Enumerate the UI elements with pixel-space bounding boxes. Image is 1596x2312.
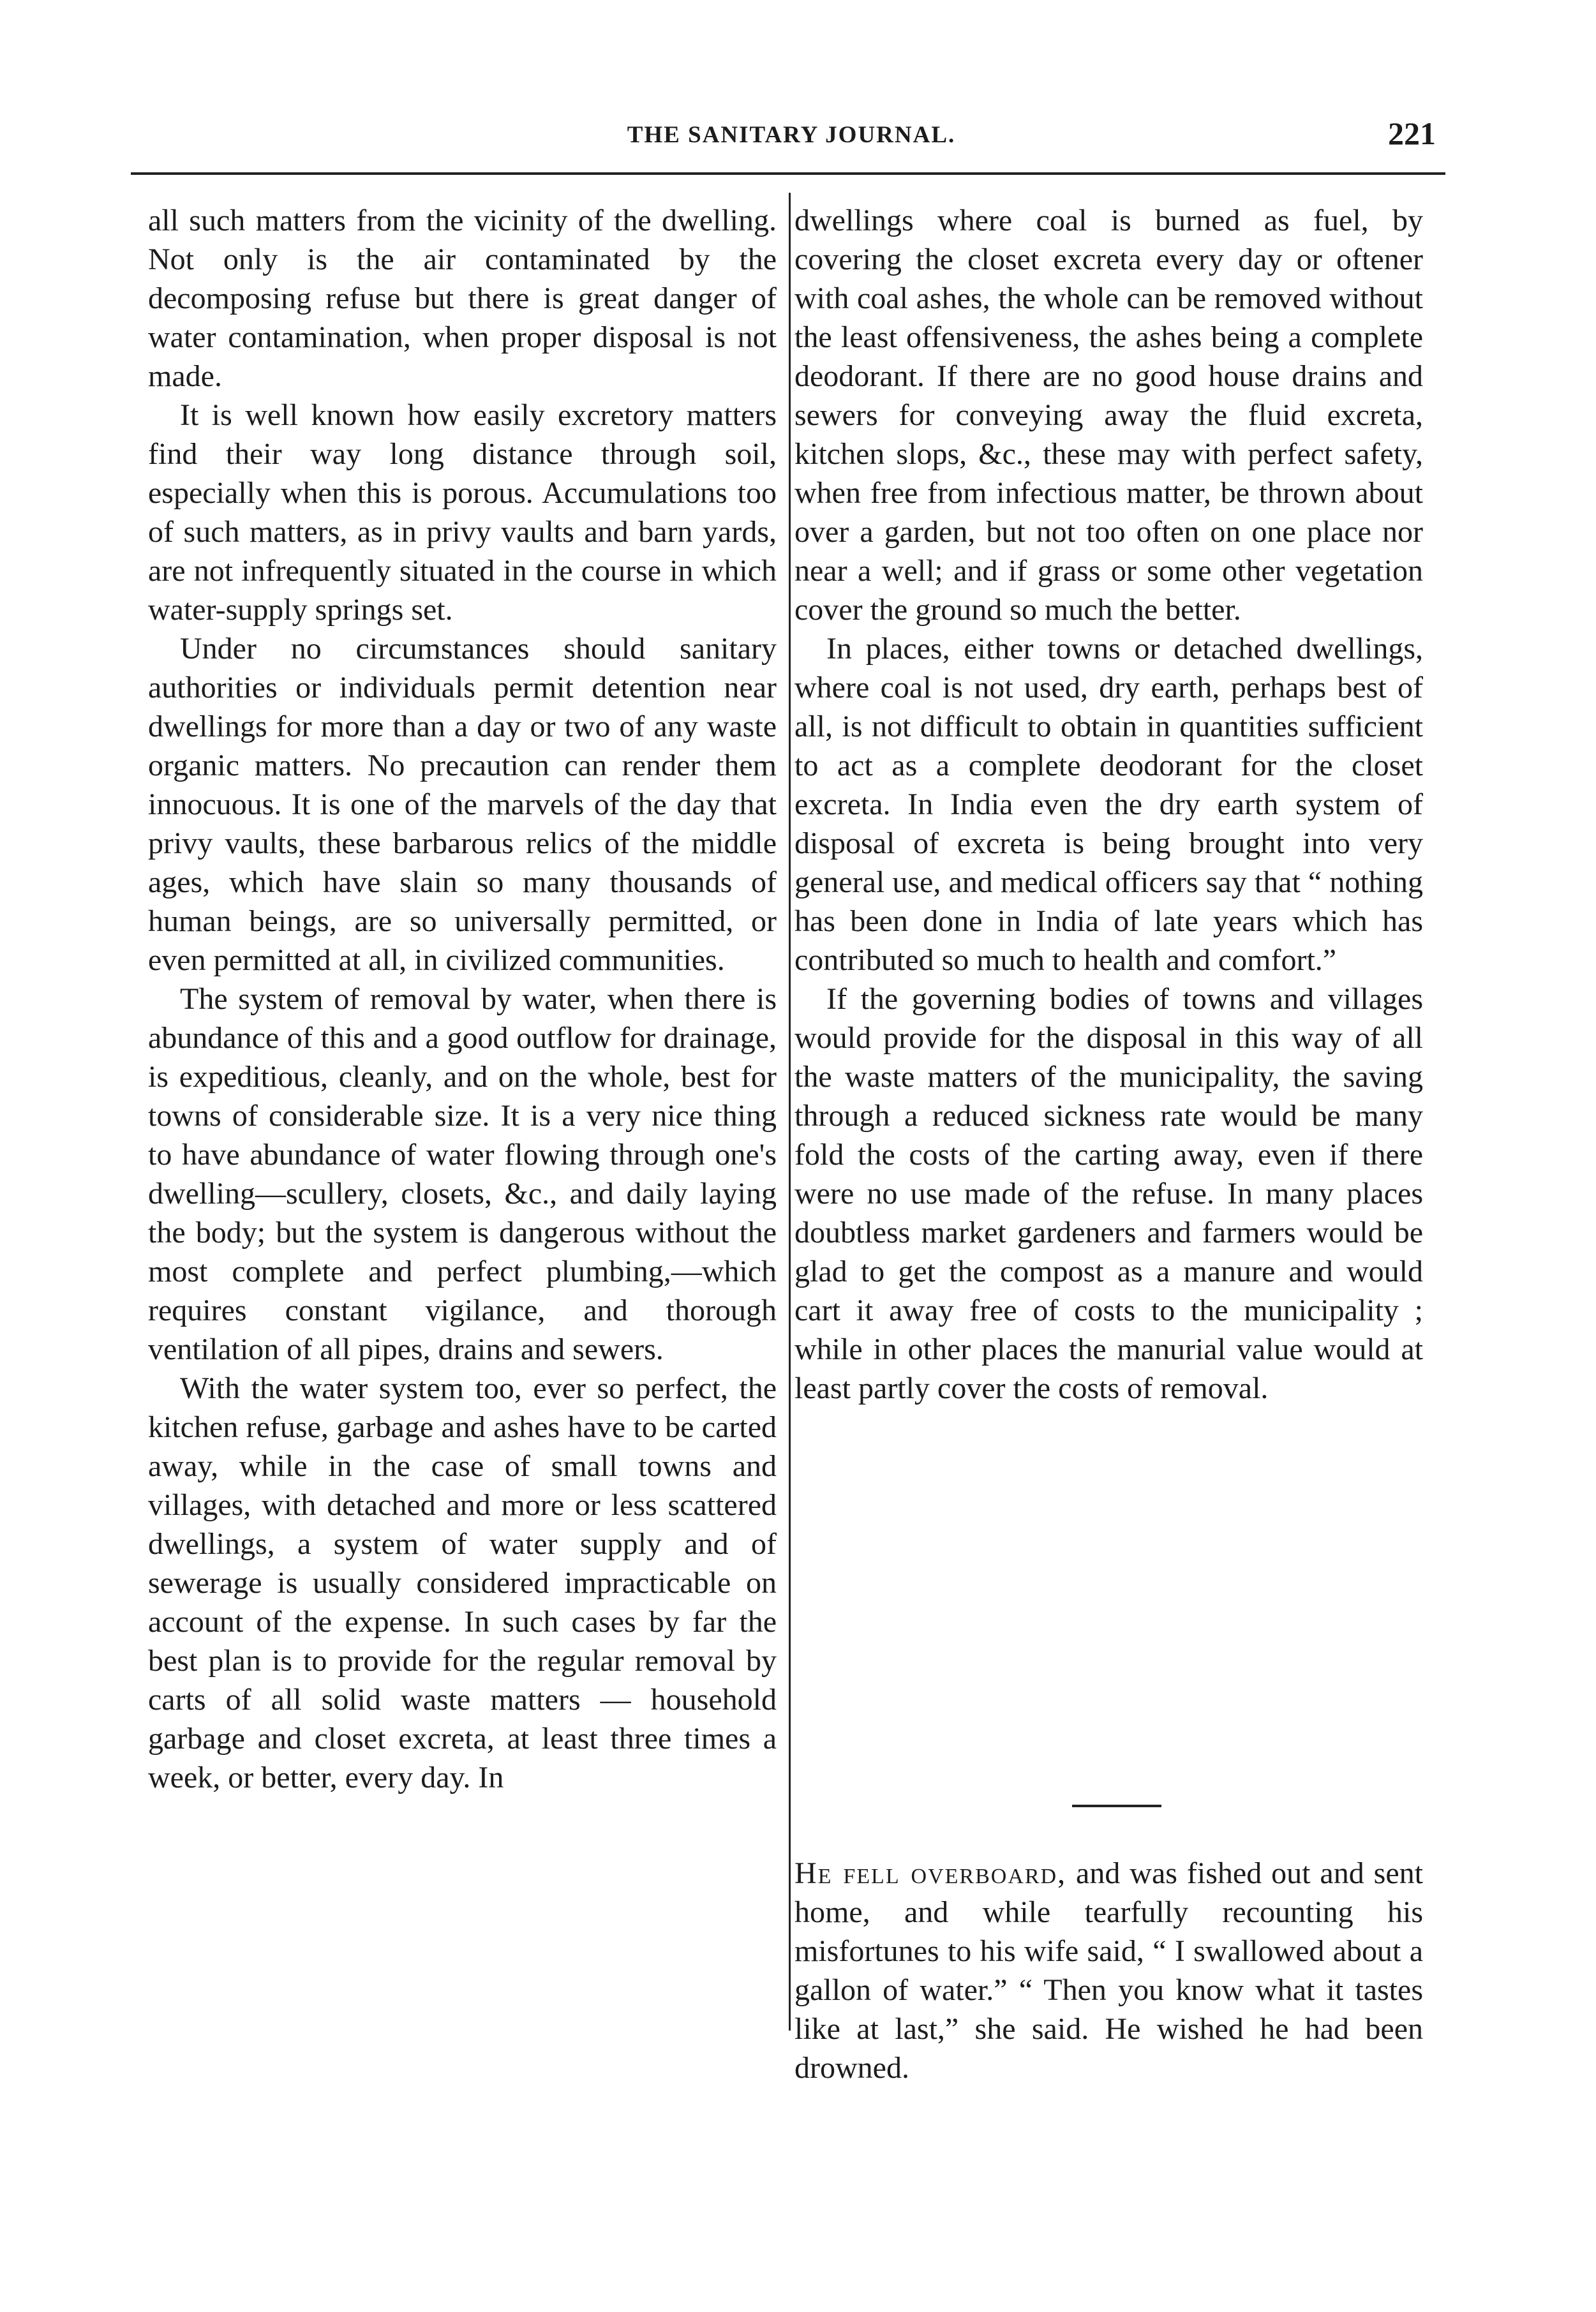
paragraph: If the governing bodies of towns and villages would provide for the disposal in this way of all the waste matters of the municipality, the saving through a reduced sickness rate would be many fold the costs of the carting away, even if there were no use made of the refuse. In many places doubtless market gardeners and farmers would be glad to get the compost as a manure and would cart it away free of costs to the municipality ; while in other places the manurial value would at least partly cover the costs of removal.: [794, 982, 1423, 1405]
anecdote-paragraph: [794, 1854, 1423, 2087]
paragraph: With the water system too, ever so perfect, the kitchen refuse, garbage and ashes have to be carted away, while in the case of small towns and villages, with detached and more or less scattered dwellings, a system of water supply and of sewerage is usually considered impracticable on account of the expense. In such cases by far the best plan is to provide for the regular removal by carts of all solid waste matters — household garbage and closet excreta, at least three times a week, or better, every day. In: [148, 1371, 777, 1794]
anecdote-text: and was fished out and sent home, and while tearfully recounting his misfortunes to his wife said, “ I swallowed about a gallon of water.” “ Then you know what it tastes like at last,” she said. He wished he had been drowned.: [794, 1856, 1423, 2085]
paragraph: The system of removal by water, when there is abundance of this and a good outflow for drainage, is expeditious, cleanly, and on the whole, best for towns of considerable size. It is a very nice thing to have abundance of water flowing through one's dwelling—scullery, closets, &c., and daily laying the body; but the system is dangerous without the most complete and perfect plumbing,—which requires constant vigilance, and thorough ventilation of all pipes, drains and sewers.: [148, 982, 777, 1366]
paragraph: It is well known how easily excretory matters find their way long distance through soil, especially when this is porous. Accumulations too of such matters, as in privy vaults and barn yards, are not infrequently situated in the course in which water-supply springs set.: [148, 398, 777, 627]
right-column: [794, 201, 1423, 1408]
page-number: 221: [1388, 116, 1436, 151]
header-rule: [131, 172, 1445, 175]
paragraph: all such matters from the vicinity of the dwelling. Not only is the air contaminated by the decomposing refuse but there is great danger of water contamination, when proper disposal is not made.: [148, 204, 777, 393]
journal-title: THE SANITARY JOURNAL.: [627, 122, 956, 148]
column-divider: [789, 193, 791, 2031]
paragraph: In places, either towns or detached dwellings, where coal is not used, dry earth, perhaps best of all, is not difficult to obtain in quantities sufficient to act as a complete deodorant for the closet excreta. In India even the dry earth system of disposal of excreta is being brought into very general use, and medical officers say that “ nothing has been done in India of late years which has contributed so much to health and comfort.”: [794, 632, 1423, 977]
left-column: [148, 201, 777, 1797]
anecdote-lead-in: He fell overboard,: [794, 1856, 1067, 1890]
running-head: [147, 115, 1436, 160]
paragraph: Under no circumstances should sanitary authorities or individuals permit detention near dwellings for more than a day or two of any waste organic matters. No precaution can render them innocuous. It is one of the marvels of the day that privy vaults, these barbarous relics of the middle ages, which have slain so many thousands of human beings, are so universally permitted, or even permitted at all, in civilized communities.: [148, 632, 777, 977]
anecdote: [794, 1854, 1423, 2087]
paragraph: dwellings where coal is burned as fuel, by covering the closet excreta every day or oftener with coal ashes, the whole can be removed without the least offensiveness, the ashes being a complete deodorant. If there are no good house drains and sewers for conveying away the fluid excreta, kitchen slops, &c., these may with perfect safety, when free from infectious matter, be thrown about over a garden, but not too often on one place nor near a well; and if grass or some other vegetation cover the ground so much the better.: [794, 204, 1423, 627]
section-separator: [1072, 1805, 1161, 1807]
